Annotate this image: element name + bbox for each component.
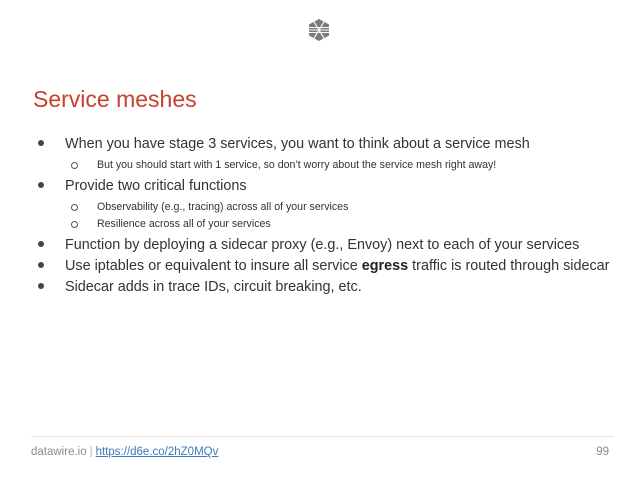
bullet-dot-icon — [38, 262, 44, 268]
bullet-dot-icon — [38, 283, 44, 289]
bullet-dot-icon — [38, 182, 44, 188]
footer-link[interactable]: https://d6e.co/2hZ0MQv — [95, 446, 219, 458]
bullet-text-before: Use iptables or equivalent to insure all service — [65, 258, 362, 274]
bullet-dot-icon — [38, 140, 44, 146]
bullet-item — [38, 256, 618, 277]
bullet-text-after: traffic is routed through sidecar — [408, 258, 610, 274]
bullet-item — [38, 277, 618, 298]
sub-bullet-ring-icon — [71, 162, 78, 169]
bullet-item — [38, 134, 618, 155]
bullet-item — [38, 235, 618, 256]
sub-bullet-ring-icon — [71, 221, 78, 228]
bullet-item — [38, 176, 618, 197]
footer-brand: datawire.io — [31, 446, 87, 458]
bullet-text: Function by deploying a sidecar proxy (e.g., Envoy) next to each of your services — [65, 237, 580, 253]
bullet-text: Provide two critical functions — [65, 178, 247, 194]
sub-bullet-item — [38, 157, 618, 174]
footer-divider — [31, 436, 614, 437]
footer — [31, 446, 218, 458]
footer-separator: | — [89, 446, 93, 458]
sub-bullet-ring-icon — [71, 204, 78, 211]
sub-bullet-text: Resilience across all of your services — [97, 218, 271, 230]
sub-bullet-item — [38, 199, 618, 216]
bullet-dot-icon — [38, 241, 44, 247]
sub-bullet-item — [38, 216, 618, 233]
bullet-list — [38, 134, 618, 298]
bullet-bold-keyword: egress — [361, 258, 409, 274]
slide-title: Service meshes — [33, 86, 197, 112]
sub-bullet-text: But you should start with 1 service, so don’t worry about the service mesh right away! — [97, 159, 497, 171]
page-number: 99 — [596, 446, 609, 458]
sub-bullet-text: Observability (e.g., tracing) across all of your services — [97, 201, 349, 213]
bullet-text: When you have stage 3 services, you want to think about a service mesh — [65, 136, 530, 152]
bullet-text: Sidecar adds in trace IDs, circuit breaking, etc. — [65, 279, 362, 295]
hexagon-grid-logo-icon — [307, 18, 331, 42]
